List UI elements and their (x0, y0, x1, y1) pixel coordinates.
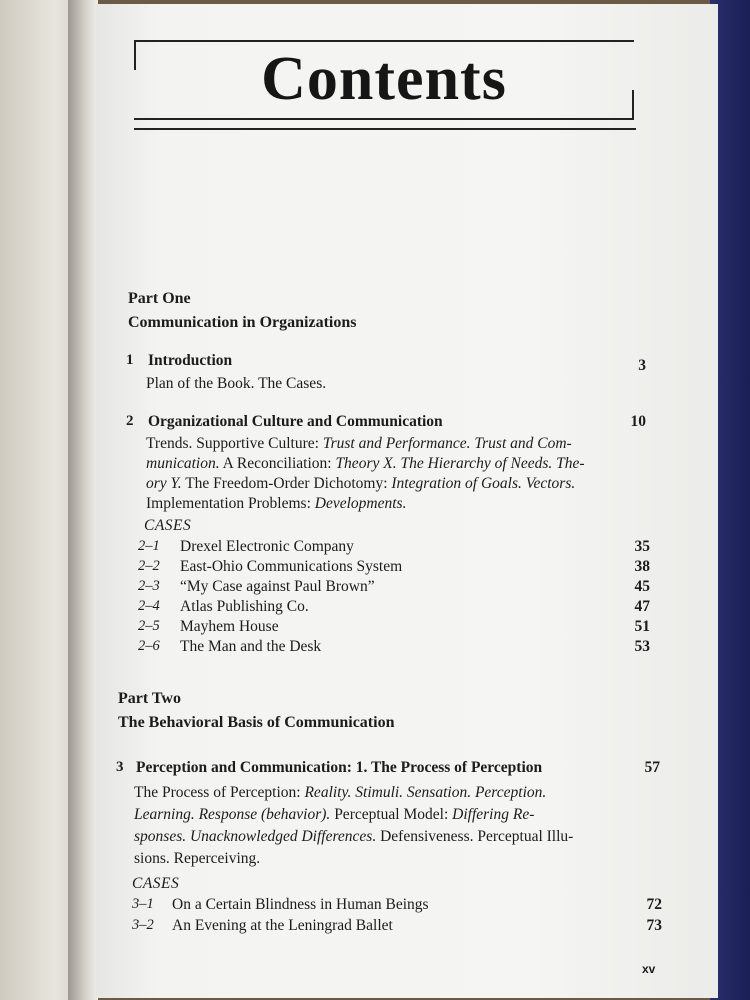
title-underline (134, 128, 636, 130)
case-title: On a Certain Blindness in Human Beings (172, 896, 429, 913)
chapter-3-title: Perception and Communication: 1. The Process of Perception (136, 759, 543, 776)
case-number: 2–4 (138, 598, 160, 614)
case-row (138, 578, 650, 598)
case-page: 51 (634, 618, 650, 635)
case-page: 53 (634, 638, 650, 655)
case-title: Mayhem House (180, 618, 279, 635)
case-page: 72 (646, 896, 662, 913)
case-row (138, 558, 650, 578)
chapter-1-description: Plan of the Book. The Cases. (146, 375, 327, 392)
book-gutter (68, 0, 98, 1000)
chapter-3-description: The Process of Perception: Reality. Stimuli. Sensation. Perception. Learning. Response (behavior). Perceptual Model: Differing Re- sponses. Unacknowledged Differences. Defensiveness. Perceptual Illu- sions. Reperceiving. (134, 784, 574, 867)
case-row (138, 538, 650, 558)
case-page: 45 (634, 578, 650, 595)
chapter-3-cases-heading: CASES (132, 875, 180, 892)
part-one-label: Part One (128, 290, 191, 307)
chapter-2-title: Organizational Culture and Communication (148, 413, 443, 430)
case-page: 73 (646, 917, 662, 934)
case-row (138, 598, 650, 618)
case-number: 2–5 (138, 618, 160, 634)
case-title: Atlas Publishing Co. (180, 598, 309, 615)
chapter-1-title: Introduction (148, 352, 233, 369)
case-row (132, 896, 662, 916)
part-two-title: The Behavioral Basis of Communication (118, 714, 395, 731)
contents-page (96, 4, 718, 998)
case-page: 38 (634, 558, 650, 575)
case-number: 3–2 (132, 917, 154, 933)
case-title: East-Ohio Communications System (180, 558, 403, 575)
case-row (132, 917, 662, 937)
case-title: An Evening at the Leningrad Ballet (172, 917, 393, 934)
case-number: 2–3 (138, 578, 160, 594)
chapter-2-page: 10 (630, 413, 646, 430)
case-title: Drexel Electronic Company (180, 538, 354, 555)
case-number: 2–1 (138, 538, 160, 554)
case-number: 2–6 (138, 638, 160, 654)
case-page: 47 (634, 598, 650, 615)
case-number: 3–1 (132, 896, 154, 912)
title-frame (134, 40, 634, 120)
chapter-1-number: 1 (126, 352, 134, 368)
page-number: xv (642, 962, 656, 976)
chapter-2-description: Trends. Supportive Culture: Trust and Performance. Trust and Com- munication. A Reconciliation: Theory X. The Hierarchy of Needs. The- ory Y. The Freedom-Order Dichotomy: Integration of Goals. Vectors. Implementation Problems: Developments. (146, 435, 585, 512)
case-row (138, 618, 650, 638)
chapter-2-number: 2 (126, 413, 134, 429)
chapter-3-number: 3 (116, 759, 124, 775)
chapter-2-cases-heading: CASES (144, 517, 192, 534)
case-title: “My Case against Paul Brown” (180, 578, 375, 595)
chapter-1-page: 3 (638, 357, 646, 374)
previous-page-edge (0, 0, 78, 1000)
case-number: 2–2 (138, 558, 160, 574)
chapter-3-page: 57 (644, 759, 660, 776)
part-one-title: Communication in Organizations (128, 314, 357, 331)
case-row (138, 638, 650, 658)
case-title: The Man and the Desk (180, 638, 322, 655)
page-title: Contents (261, 45, 507, 113)
part-two-label: Part Two (118, 690, 181, 707)
case-page: 35 (634, 538, 650, 555)
